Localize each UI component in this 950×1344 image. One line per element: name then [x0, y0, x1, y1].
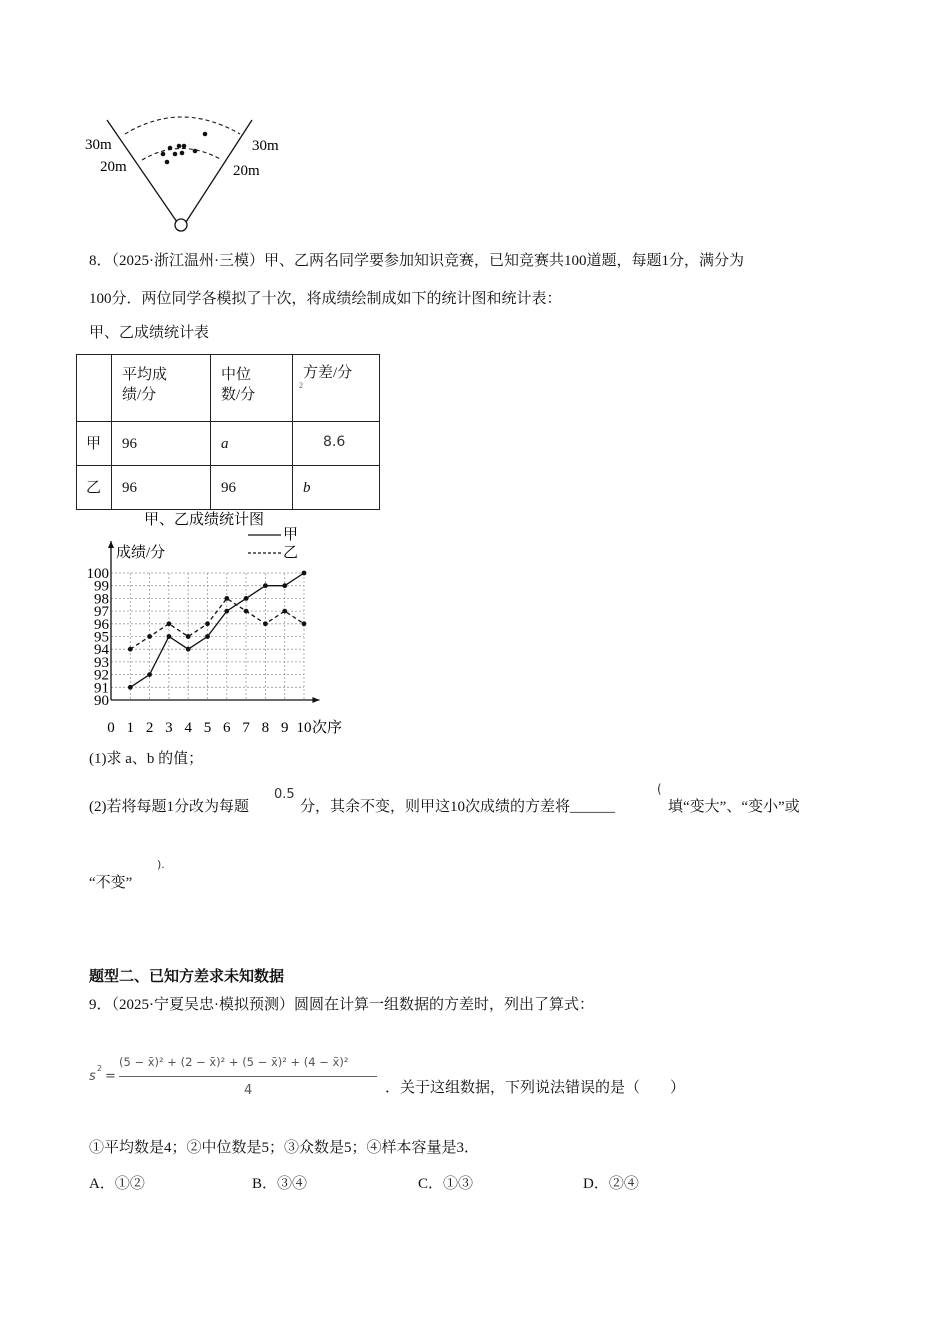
- row-yi-variance: b: [293, 466, 380, 510]
- chart-xlabel: 次序: [312, 720, 343, 736]
- fan-origin: [175, 219, 187, 231]
- x-tick-label: 9: [280, 720, 289, 736]
- chart-legend: [248, 526, 298, 561]
- series-point-jia: [282, 583, 287, 588]
- series-point-yi: [205, 621, 210, 626]
- x-tick-label: 2: [145, 720, 154, 736]
- formula-denominator: 4: [244, 1083, 253, 1098]
- series-point-jia: [186, 647, 191, 652]
- chart-title: 甲、乙成绩统计图: [144, 512, 265, 528]
- legend-label-yi: 乙: [283, 545, 299, 561]
- q8-part2-suffix: 填“变大”、“变小”或: [668, 799, 800, 815]
- chart-ylabel: 成绩/分: [116, 545, 166, 561]
- y-tick-label: 94: [94, 642, 109, 659]
- y-tick-label: 91: [94, 680, 109, 697]
- row-jia-mean: 96: [112, 422, 211, 466]
- x-tick-label: 10: [296, 720, 312, 736]
- row-yi-name: 乙: [77, 466, 112, 510]
- y-tick-label: 98: [94, 591, 109, 608]
- q8-part2-paren-open: (: [657, 782, 662, 796]
- legend-label-jia: 甲: [283, 527, 299, 543]
- y-tick-label: 95: [94, 629, 109, 646]
- series-point-jia: [224, 609, 229, 614]
- series-point-yi: [302, 621, 307, 626]
- q8-part2-mid: 分，其余不变，则甲这10次成绩的方差将______: [300, 799, 616, 815]
- series-point-yi: [128, 647, 133, 652]
- q8-intro-line1: 8．（2025·浙江温州·三模）甲、乙两名同学要参加知识竞赛，已知竞赛共100道题，每题1分，满分为: [89, 253, 744, 269]
- fan-shot-points: [161, 132, 208, 165]
- q8-part2-prefix: (2)若将每题1分改为每题: [89, 799, 249, 815]
- series-point-jia: [244, 596, 249, 601]
- fan-left-outer-label: 30m: [85, 137, 112, 153]
- y-tick-label: 99: [94, 578, 109, 595]
- q9-statements: ①平均数是4；②中位数是5；③众数是5；④样本容量是3．: [89, 1140, 480, 1156]
- table-header-median: 中位数/分: [211, 355, 293, 422]
- q9-formula: [89, 1053, 389, 1101]
- q9-option-c[interactable]: C．①③: [418, 1176, 474, 1192]
- series-point-yi: [167, 621, 172, 626]
- x-axis-arrow: [312, 697, 319, 703]
- table-row: [77, 422, 380, 466]
- x-tick-label: 1: [126, 720, 135, 736]
- x-tick-label: 6: [223, 720, 231, 736]
- stats-table: [76, 354, 380, 510]
- fan-right-outer-label: 30m: [252, 138, 279, 154]
- y-tick-label: 97: [94, 604, 109, 621]
- x-tick-label: 4: [184, 720, 192, 736]
- series-point-jia: [302, 571, 307, 576]
- q9-option-d[interactable]: D．②④: [583, 1176, 639, 1192]
- series-line-jia: [130, 573, 304, 687]
- q8-table-title: 甲、乙成绩统计表: [89, 325, 210, 341]
- series-point-yi: [147, 634, 152, 639]
- x-tick-label: 3: [165, 720, 173, 736]
- x-tick-label: 8: [261, 720, 270, 736]
- formula-numerator: (5 − x̄)² + (2 − x̄)² + (5 − x̄)² + (4 − x̄)²: [119, 1055, 349, 1069]
- chart-axes: [108, 541, 319, 703]
- table-header-empty: [77, 355, 112, 422]
- formula-lhs: s: [89, 1069, 96, 1084]
- series-point-jia: [263, 583, 268, 588]
- section2-title: 题型二、已知方差求未知数据: [89, 969, 285, 985]
- row-jia-median: a: [211, 422, 293, 466]
- y-axis-arrow: [108, 541, 114, 548]
- row-jia-name: 甲: [77, 422, 112, 466]
- q8-part2-line2: “不变”: [89, 875, 133, 891]
- q8-part1: (1)求 a、b 的值；: [89, 751, 204, 767]
- row-yi-mean: 96: [112, 466, 211, 510]
- q8-intro-line2: 100分．两位同学各模拟了十次，将成绩绘制成如下的统计图和统计表：: [89, 291, 562, 307]
- x-tick-label: 7: [242, 720, 250, 736]
- q9-intro: 9．（2025·宁夏吴忠·模拟预测）圆圆在计算一组数据的方差时，列出了算式：: [89, 997, 594, 1013]
- series-point-jia: [205, 634, 210, 639]
- chart-series: [128, 571, 307, 690]
- x-tick-label: 5: [203, 720, 212, 736]
- chart-ticks: [87, 566, 312, 736]
- row-yi-median: 96: [211, 466, 293, 510]
- variance-unit-sup: 2: [299, 381, 303, 390]
- formula-lhs-sup: 2: [97, 1064, 103, 1073]
- table-header-mean: 平均成绩/分: [112, 355, 211, 422]
- y-tick-label: 100: [86, 566, 109, 582]
- series-point-yi: [244, 609, 249, 614]
- q9-option-a[interactable]: A．①②: [89, 1176, 145, 1192]
- table-header-variance: 方差/分 2: [293, 355, 380, 422]
- q8-part2-paren-close: ).: [157, 858, 165, 871]
- table-row: [77, 466, 380, 510]
- q8-part2-value: 0.5: [274, 787, 295, 802]
- formula-fraction-bar: [119, 1076, 377, 1077]
- series-point-jia: [167, 634, 172, 639]
- row-jia-variance: 8.6: [293, 422, 380, 466]
- y-tick-label: 96: [94, 616, 109, 633]
- y-tick-label: 93: [94, 654, 109, 671]
- fan-figure: [80, 112, 300, 237]
- series-point-jia: [128, 685, 133, 690]
- fan-arc-30m: [125, 117, 240, 134]
- series-point-yi: [282, 609, 287, 614]
- q9-option-b[interactable]: B．③④: [252, 1176, 308, 1192]
- series-point-yi: [224, 596, 229, 601]
- y-tick-label: 90: [94, 693, 109, 709]
- series-point-yi: [263, 621, 268, 626]
- series-point-yi: [186, 634, 191, 639]
- fan-right-inner-label: 20m: [233, 163, 260, 179]
- score-line-chart: [80, 508, 360, 740]
- q9-after-formula: ．关于这组数据，下列说法错误的是（ ）: [385, 1080, 686, 1096]
- fan-left-inner-label: 20m: [100, 159, 127, 175]
- formula-equals: =: [105, 1069, 116, 1084]
- x-tick-label: 0: [107, 720, 115, 736]
- y-tick-label: 92: [94, 667, 109, 684]
- series-point-jia: [147, 672, 152, 677]
